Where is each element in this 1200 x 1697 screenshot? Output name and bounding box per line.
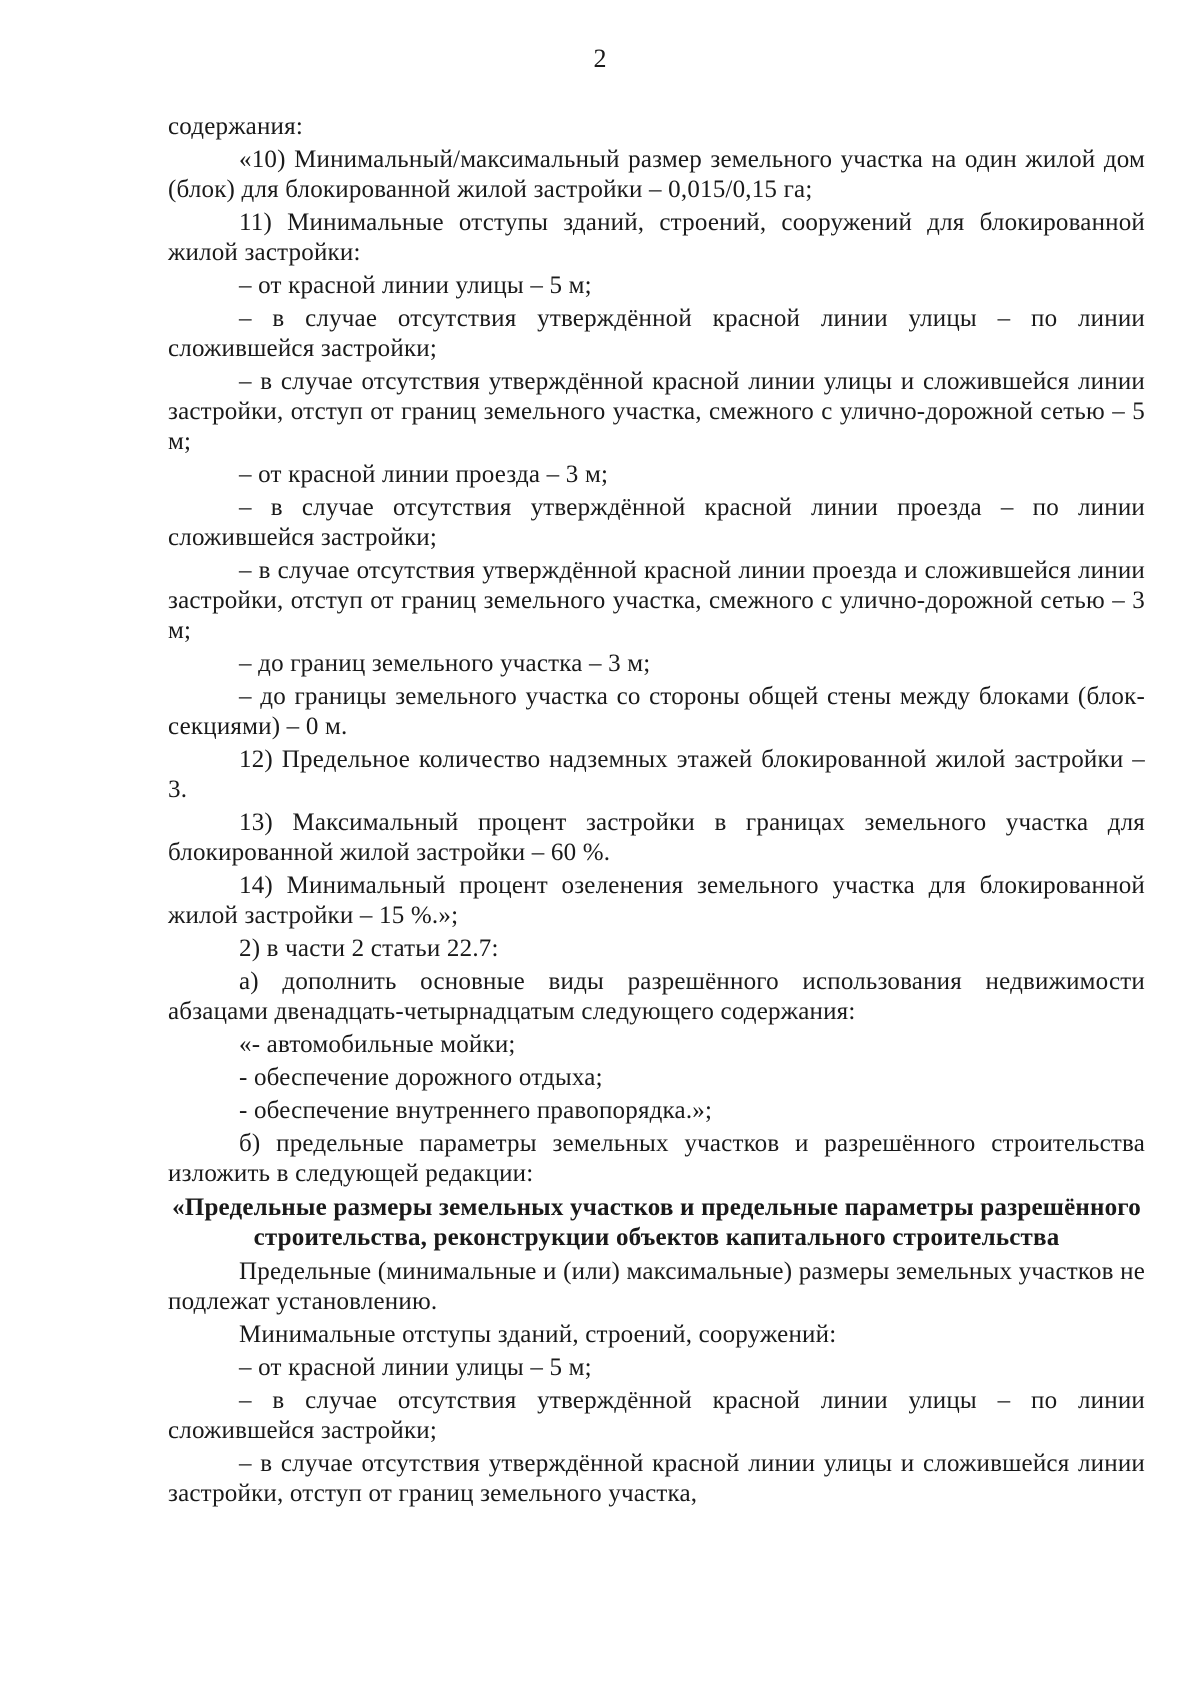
paragraph: – в случае отсутствия утверждённой красной линии улицы и сложившейся линии застройки, отступ от границ земельного участка, [168, 1450, 1145, 1507]
paragraph: – в случае отсутствия утверждённой красной линии проезда и сложившейся линии застройки, отступ от границ земельного участка, смежного с улично-дорожной сетью – 3 м; [168, 557, 1145, 644]
paragraph: содержания: [168, 113, 303, 140]
paragraph: – в случае отсутствия утверждённой красной линии улицы – по линии сложившейся застройки; [168, 305, 1145, 362]
paragraph: 2) в части 2 статьи 22.7: [239, 935, 499, 962]
section-heading: «Предельные размеры земельных участков и предельные параметры разрешённого строительства, реконструкции объектов капитального строительства [172, 1194, 1141, 1251]
paragraph: – в случае отсутствия утверждённой красной линии улицы – по линии сложившейся застройки; [168, 1387, 1145, 1444]
paragraph: – от красной линии улицы – 5 м; [239, 1354, 592, 1381]
paragraph: - обеспечение дорожного отдыха; [239, 1064, 603, 1091]
paragraph: – от красной линии улицы – 5 м; [239, 272, 592, 299]
paragraph: 11) Минимальные отступы зданий, строений, сооружений для блокированной жилой застройки: [168, 209, 1145, 266]
paragraph: – до границы земельного участка со стороны общей стены между блоками (блок-секциями) – 0 м. [168, 683, 1145, 740]
paragraph: Минимальные отступы зданий, строений, сооружений: [239, 1321, 837, 1348]
paragraph: – в случае отсутствия утверждённой красной линии улицы и сложившейся линии застройки, отступ от границ земельного участка, смежного с улично-дорожной сетью – 5 м; [168, 368, 1145, 455]
paragraph: – от красной линии проезда – 3 м; [239, 461, 609, 488]
paragraph: а) дополнить основные виды разрешённого использования недвижимости абзацами двенадцать-четырнадцатым следующего содержания: [168, 968, 1145, 1025]
paragraph: Предельные (минимальные и (или) максимальные) размеры земельных участков не подлежат установлению. [168, 1258, 1145, 1315]
paragraph: 12) Предельное количество надземных этажей блокированной жилой застройки – 3. [168, 746, 1145, 803]
paragraph: 13) Максимальный процент застройки в границах земельного участка для блокированной жилой застройки – 60 %. [168, 809, 1145, 866]
page-number: 2 [593, 44, 607, 73]
paragraph: – в случае отсутствия утверждённой красной линии проезда – по линии сложившейся застройки; [168, 494, 1145, 551]
paragraph: б) предельные параметры земельных участков и разрешённого строительства изложить в следующей редакции: [168, 1130, 1145, 1187]
document-body [168, 112, 1145, 1512]
paragraph: 14) Минимальный процент озеленения земельного участка для блокированной жилой застройки – 15 %.»; [168, 872, 1145, 929]
paragraph: «- автомобильные мойки; [239, 1031, 516, 1058]
paragraph: «10) Минимальный/максимальный размер земельного участка на один жилой дом (блок) для блокированной жилой застройки – 0,015/0,15 га; [168, 146, 1145, 203]
paragraph: - обеспечение внутреннего правопорядка.»; [239, 1097, 713, 1124]
paragraph: – до границ земельного участка – 3 м; [239, 650, 651, 677]
